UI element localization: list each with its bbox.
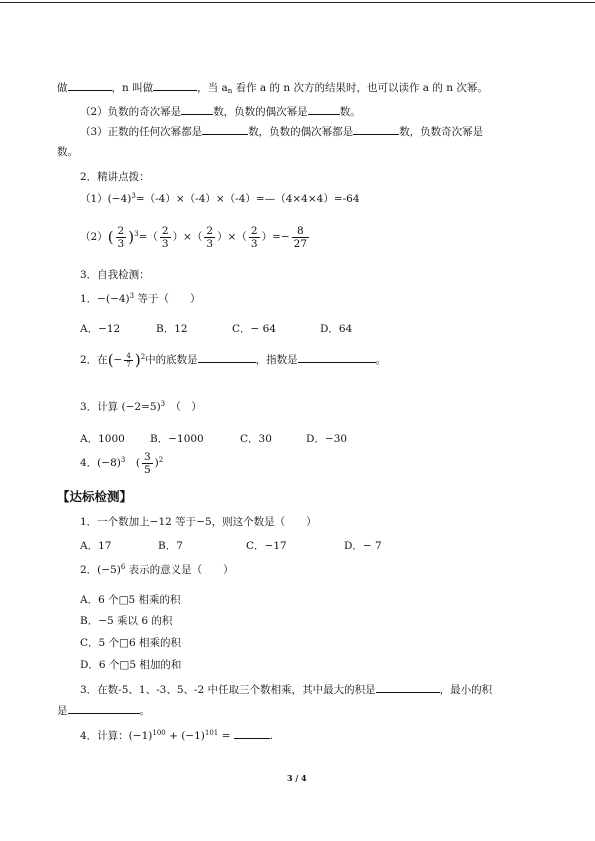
text: 中的底数是	[145, 354, 198, 366]
check-question-2-option-c: C．5 个□6 相乘的积	[80, 637, 181, 649]
option: C．− 64	[232, 323, 277, 335]
fraction	[160, 225, 171, 250]
text: 数。	[339, 106, 361, 118]
text: =（-4）×（-4）×（-4）=—（4×4×4）=-64	[135, 193, 360, 205]
text: ）=−	[261, 231, 290, 243]
check-question-1-options	[80, 539, 382, 553]
text: 做	[57, 82, 68, 94]
subscript: n	[227, 87, 233, 95]
check-question-2-option-b: B．−5 乘以 6 的积	[80, 615, 173, 627]
text: ）×（	[217, 231, 247, 243]
example-2	[80, 222, 311, 252]
text: 数，负数的偶次幂是	[213, 106, 308, 118]
exponent: 2	[140, 353, 146, 361]
exponent: 101	[204, 729, 219, 737]
blank	[234, 728, 270, 739]
option: A．1000	[80, 433, 125, 445]
check-question-1	[80, 515, 317, 529]
text: （2）负数的奇次幂是	[80, 106, 182, 118]
exponent: 6	[120, 563, 126, 571]
text-line-3	[80, 124, 483, 139]
blank	[68, 80, 112, 91]
fraction	[124, 352, 132, 369]
blank	[202, 124, 248, 135]
check-question-3	[80, 682, 492, 697]
text: 表示的意义是（ ）	[125, 564, 234, 576]
example-1	[80, 192, 360, 206]
text: 数，负数奇次幂是	[399, 126, 484, 138]
text: =5)	[141, 401, 161, 413]
text: .	[269, 730, 274, 742]
question-4	[80, 448, 163, 478]
text: 数，负数的偶次幂都是	[248, 126, 354, 138]
blank	[153, 80, 197, 91]
blank	[353, 124, 399, 135]
text: 3．计算 (−2	[80, 401, 142, 413]
numerator: 4	[126, 351, 131, 360]
numerator: 2	[250, 224, 258, 237]
check-question-4	[80, 728, 273, 743]
check-question-2-option-a: A．6 个□5 相乘的积	[80, 594, 181, 606]
exponent: 2	[158, 456, 164, 464]
numerator: 2	[206, 224, 214, 237]
numerator: 2	[117, 224, 125, 237]
blank	[298, 352, 376, 363]
exponent: 3	[120, 456, 126, 464]
text: ，最小的积	[439, 684, 493, 696]
option: D．− 7	[344, 540, 382, 552]
option: B．7	[158, 540, 183, 552]
text: （3）正数的任何次幂都是	[80, 126, 203, 138]
text-line-1	[57, 80, 488, 95]
check-question-2-option-d: D．6 个□5 相加的和	[80, 659, 182, 671]
exponent: 3	[129, 292, 135, 300]
text: 等于（ ）	[134, 293, 201, 305]
denominator: 5	[143, 463, 151, 476]
fraction	[249, 225, 260, 250]
exponent: 100	[152, 729, 166, 737]
option: D．−30	[306, 433, 348, 445]
text: 4．计算：(−1)	[80, 730, 153, 742]
fraction	[142, 451, 153, 476]
text: （2）	[80, 231, 108, 243]
text: ，n 叫做	[111, 82, 154, 94]
paren: (	[107, 228, 114, 246]
text: 。	[139, 705, 150, 717]
question-1-options	[80, 322, 352, 336]
text-line-3b	[57, 145, 78, 159]
option: B．−1000	[150, 433, 204, 445]
text: 3．在数-5、1、-3、5、-2 中任取三个数相乘，其中最大的积是	[80, 684, 376, 696]
text: （1）(−4)	[80, 193, 132, 205]
question-3-options	[80, 432, 347, 446]
blank	[308, 104, 340, 115]
text: 1．−(−4)	[80, 293, 130, 305]
text: 3．自我检测：	[80, 269, 150, 281]
text: 数。	[57, 146, 78, 158]
text: 2．精讲点拨：	[80, 171, 150, 183]
paren: )	[134, 351, 141, 369]
text: 是	[57, 705, 68, 717]
text: （ ）	[165, 401, 202, 413]
blank	[376, 682, 440, 693]
text: =	[218, 730, 234, 742]
question-2: 2．在(− $\frac{4}{7}$ )$^2$中的底数是 ，指数是 。	[80, 351, 387, 369]
check-question-3b	[57, 703, 150, 718]
text: 2．在	[80, 354, 108, 366]
fraction	[116, 225, 127, 250]
text: ，当 a	[197, 82, 228, 94]
text: =（	[138, 231, 158, 243]
section-3-title	[80, 268, 150, 282]
question-3	[80, 400, 202, 414]
option: A．17	[80, 540, 112, 552]
blank	[68, 703, 140, 714]
exponent: 3	[134, 230, 139, 238]
exponent: 3	[131, 192, 136, 200]
text: 1．一个数加上−12 等于−5，则这个数是（ ）	[80, 516, 317, 528]
option: D．64	[320, 323, 353, 335]
text-line-2	[80, 104, 361, 119]
denominator: 7	[126, 360, 131, 369]
section-heading: 【达标检测】	[57, 489, 133, 504]
denominator: 3	[250, 237, 258, 250]
numerator: 3	[143, 450, 151, 463]
paren: (	[107, 351, 114, 369]
text: 。	[375, 354, 387, 366]
text: ）×（	[172, 231, 203, 243]
check-question-2	[80, 563, 234, 577]
blank	[181, 104, 213, 115]
denominator: 3	[117, 237, 125, 250]
blank	[198, 352, 256, 363]
text: (	[125, 457, 140, 469]
denominator: 27	[293, 237, 308, 250]
option: A．−12	[80, 323, 121, 335]
denominator: 3	[206, 237, 214, 250]
page-number: 3 / 4	[287, 773, 307, 783]
fraction	[204, 225, 215, 250]
paren: )	[128, 228, 135, 246]
option: C．−17	[246, 540, 287, 552]
section-2-title	[80, 170, 150, 184]
numerator: 2	[161, 224, 169, 237]
text: 4．(−8)	[80, 457, 121, 469]
question-1	[80, 292, 200, 306]
denominator: 3	[161, 237, 169, 250]
fraction	[292, 225, 309, 250]
exponent: 3	[160, 400, 166, 408]
option: B．12	[156, 323, 188, 335]
text: + (−1)	[165, 730, 205, 742]
text: 看作 a 的 n 次方的结果时，也可以读作 a 的 n 次幂。	[232, 82, 488, 94]
numerator: 8	[297, 224, 304, 237]
option: C．30	[240, 433, 272, 445]
text: )	[154, 457, 159, 469]
text: 2．(−5)	[80, 564, 121, 576]
top-border	[0, 2, 595, 3]
text: ，指数是	[255, 354, 298, 366]
